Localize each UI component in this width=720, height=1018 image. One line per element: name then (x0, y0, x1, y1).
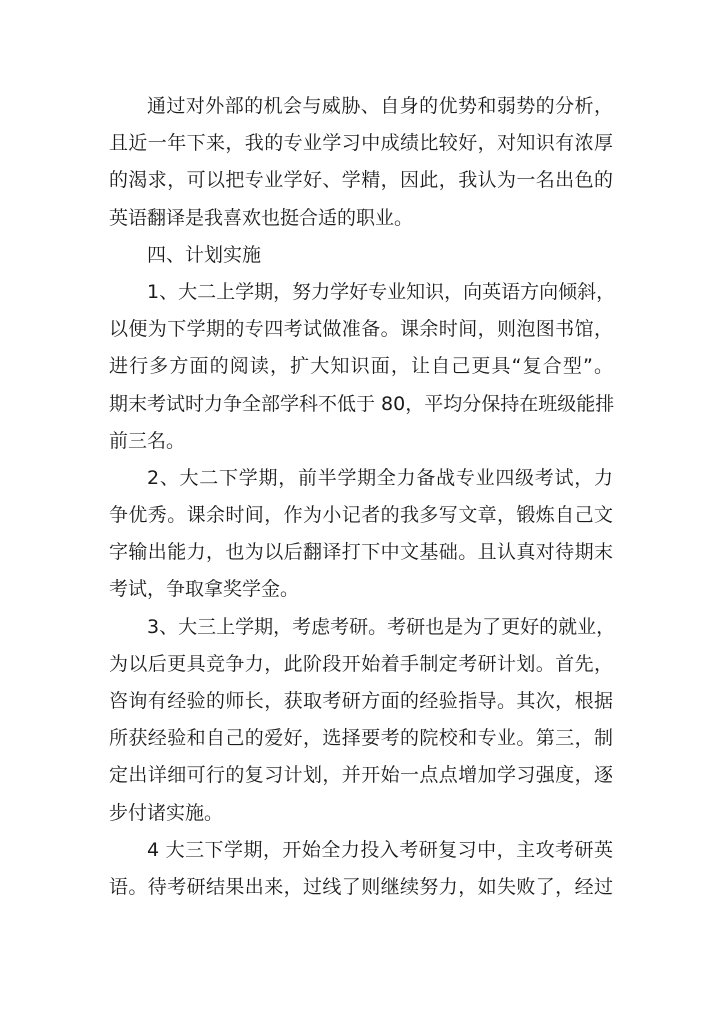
paragraph-plan-2 (109, 460, 613, 609)
text-line: 英语翻译是我喜欢也挺合适的职业。 (109, 206, 414, 229)
text-line: 为以后更具竞争力，此阶段开始着手制定考研计划。首先， (109, 652, 613, 675)
text-line: 4 大三下学期，开始全力投入考研复习中，主攻考研英 (147, 838, 613, 861)
paragraph-swot-summary (109, 88, 613, 237)
text-line: 字输出能力，也为以后翻译打下中文基础。且认真对待期末 (109, 541, 613, 564)
text-line: 进行多方面的阅读，扩大知识面，让自己更具“复合型”。 (109, 355, 613, 378)
text-line: 以便为下学期的专四考试做准备。课余时间，则泡图书馆， (109, 318, 613, 341)
paragraph-plan-4 (109, 832, 613, 906)
text-line: 所获经验和自己的爱好，选择要考的院校和专业。第三，制 (109, 727, 613, 750)
text-line: 语。待考研结果出来，过线了则继续努力，如失败了，经过 (109, 875, 613, 898)
text-line: 2、大二下学期，前半学期全力备战专业四级考试，力 (147, 466, 613, 489)
text-line: 1、大二上学期，努力学好专业知识，向英语方向倾斜， (147, 280, 616, 303)
text-line: 的渴求，可以把专业学好、学精，因此，我认为一名出色的 (109, 169, 613, 192)
text-line: 通过对外部的机会与威胁、自身的优势和弱势的分析， (147, 95, 613, 117)
text-line: 且近一年下来，我的专业学习中成绩比较好，对知识有浓厚 (109, 132, 613, 155)
section-heading-plan (109, 237, 613, 274)
text-line: 前三名。 (109, 429, 186, 452)
text-line: 考试，争取拿奖学金。 (109, 578, 300, 601)
text-line: 3、大三上学期，考虑考研。考研也是为了更好的就业， (147, 615, 616, 638)
text-line: 咨询有经验的师长，获取考研方面的经验指导。其次，根据 (109, 690, 613, 712)
section-heading: 四、计划实施 (147, 243, 262, 266)
text-line: 步付诸实施。 (109, 801, 224, 824)
paragraph-plan-3 (109, 609, 616, 832)
text-line: 定出详细可行的复习计划，并开始一点点增加学习强度，逐 (109, 764, 613, 787)
text-line: 期末考试时力争全部学科不低于 80，平均分保持在班级能排 (109, 392, 615, 415)
text-line: 争优秀。课余时间，作为小记者的我多写文章，锻炼自己文 (109, 504, 613, 527)
paragraph-plan-1 (109, 274, 616, 460)
document-body (109, 88, 616, 906)
